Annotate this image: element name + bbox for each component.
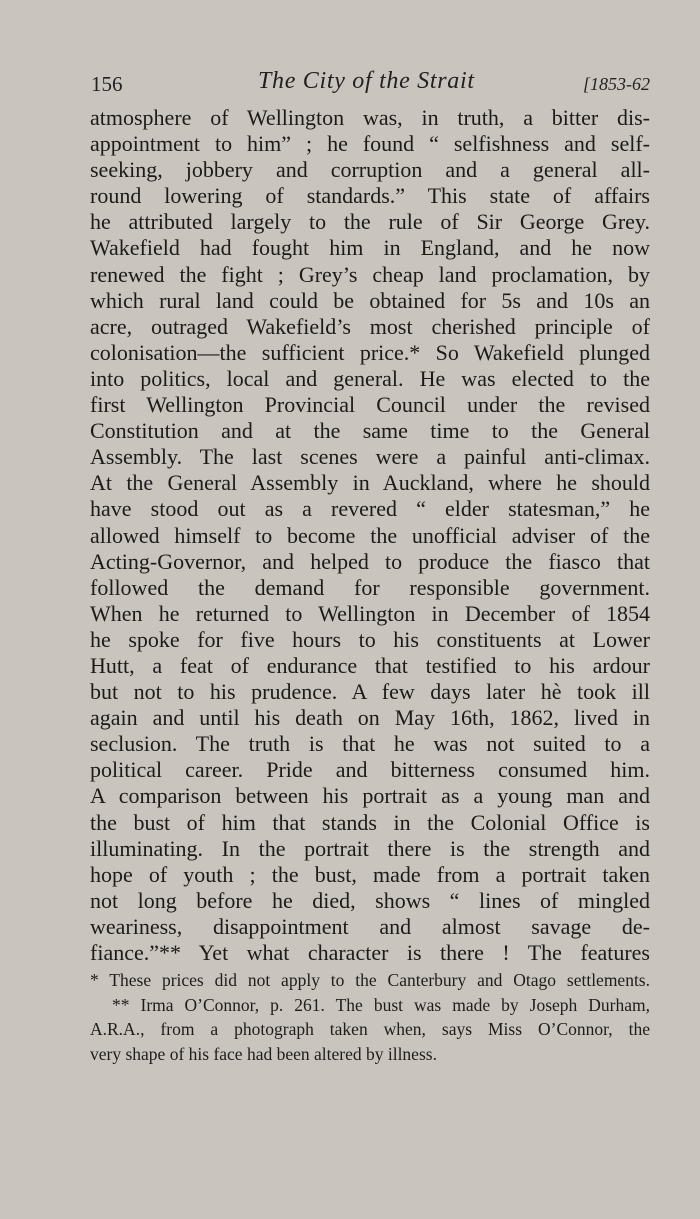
- page-number: 156: [91, 72, 123, 96]
- text-line: renewed the fight ; Grey’s cheap land proclamation, by: [90, 261, 650, 287]
- text-line: he attributed largely to the rule of Sir George Grey.: [90, 209, 650, 235]
- text-line: round lowering of standards.” This state of affairs: [90, 183, 650, 209]
- footnote-2-continuation: A.R.A., from a photograph taken when, says Miss O’Connor, the: [90, 1019, 650, 1039]
- text-line: first Wellington Provincial Council under the revised: [90, 392, 650, 418]
- footnotes: [90, 968, 650, 1066]
- text-line: into politics, local and general. He was elected to the: [90, 365, 650, 391]
- text-line: he spoke for five hours to his constituents at Lower: [90, 626, 650, 652]
- footnote-1: * These prices did not apply to the Canterbury and Otago settlements.: [90, 970, 650, 990]
- text-line: atmosphere of Wellington was, in truth, a bitter dis-: [90, 105, 650, 130]
- text-line: colonisation—the sufficient price.* So Wakefield plunged: [90, 339, 650, 365]
- text-line: At the General Assembly in Auckland, where he should: [90, 470, 650, 496]
- text-line: hope of youth ; the bust, made from a portrait taken: [90, 861, 650, 887]
- text-line: followed the demand for responsible government.: [90, 574, 650, 600]
- running-title: The City of the Strait: [258, 68, 475, 94]
- text-line: acre, outraged Wakefield’s most cherished principle of: [90, 313, 650, 339]
- text-line: seeking, jobbery and corruption and a general all-: [90, 157, 650, 183]
- text-line: seclusion. The truth is that he was not suited to a: [90, 731, 650, 757]
- text-line: which rural land could be obtained for 5s and 10s an: [90, 287, 650, 313]
- text-line: Constitution and at the same time to the General: [90, 418, 650, 444]
- text-line: Wakefield had fought him in England, and he now: [90, 235, 650, 261]
- text-line: weariness, disappointment and almost savage de-: [90, 913, 650, 939]
- text-line: allowed himself to become the unofficial adviser of the: [90, 522, 650, 548]
- text-line: again and until his death on May 16th, 1862, lived in: [90, 705, 650, 731]
- text-line: the bust of him that stands in the Colonial Office is: [90, 809, 650, 835]
- body-text: [90, 105, 650, 966]
- footnote-2: ** Irma O’Connor, p. 261. The bust was made by Joseph Durham,: [112, 994, 650, 1015]
- text-line: When he returned to Wellington in December of 1854: [90, 600, 650, 626]
- text-line: Assembly. The last scenes were a painful anti-climax.: [90, 444, 650, 470]
- page-header: [91, 68, 650, 100]
- text-line: political career. Pride and bitterness consumed him.: [90, 757, 650, 783]
- text-line: appointment to him” ; he found “ selfishness and self-: [90, 131, 650, 157]
- text-line: but not to his prudence. A few days later hè took ill: [90, 679, 650, 705]
- text-line: fiance.”** Yet what character is there ! The features: [90, 940, 650, 965]
- text-line: not long before he died, shows “ lines of mingled: [90, 887, 650, 913]
- text-line: A comparison between his portrait as a young man and: [90, 783, 650, 809]
- footnote-2-continuation: very shape of his face had been altered by illness.: [90, 1043, 437, 1064]
- text-line: illuminating. In the portrait there is the strength and: [90, 835, 650, 861]
- date-range: [1853-62: [583, 74, 650, 94]
- text-line: Hutt, a feat of endurance that testified to his ardour: [90, 652, 650, 678]
- text-line: have stood out as a revered “ elder statesman,” he: [90, 496, 650, 522]
- text-line: Acting-Governor, and helped to produce the fiasco that: [90, 548, 650, 574]
